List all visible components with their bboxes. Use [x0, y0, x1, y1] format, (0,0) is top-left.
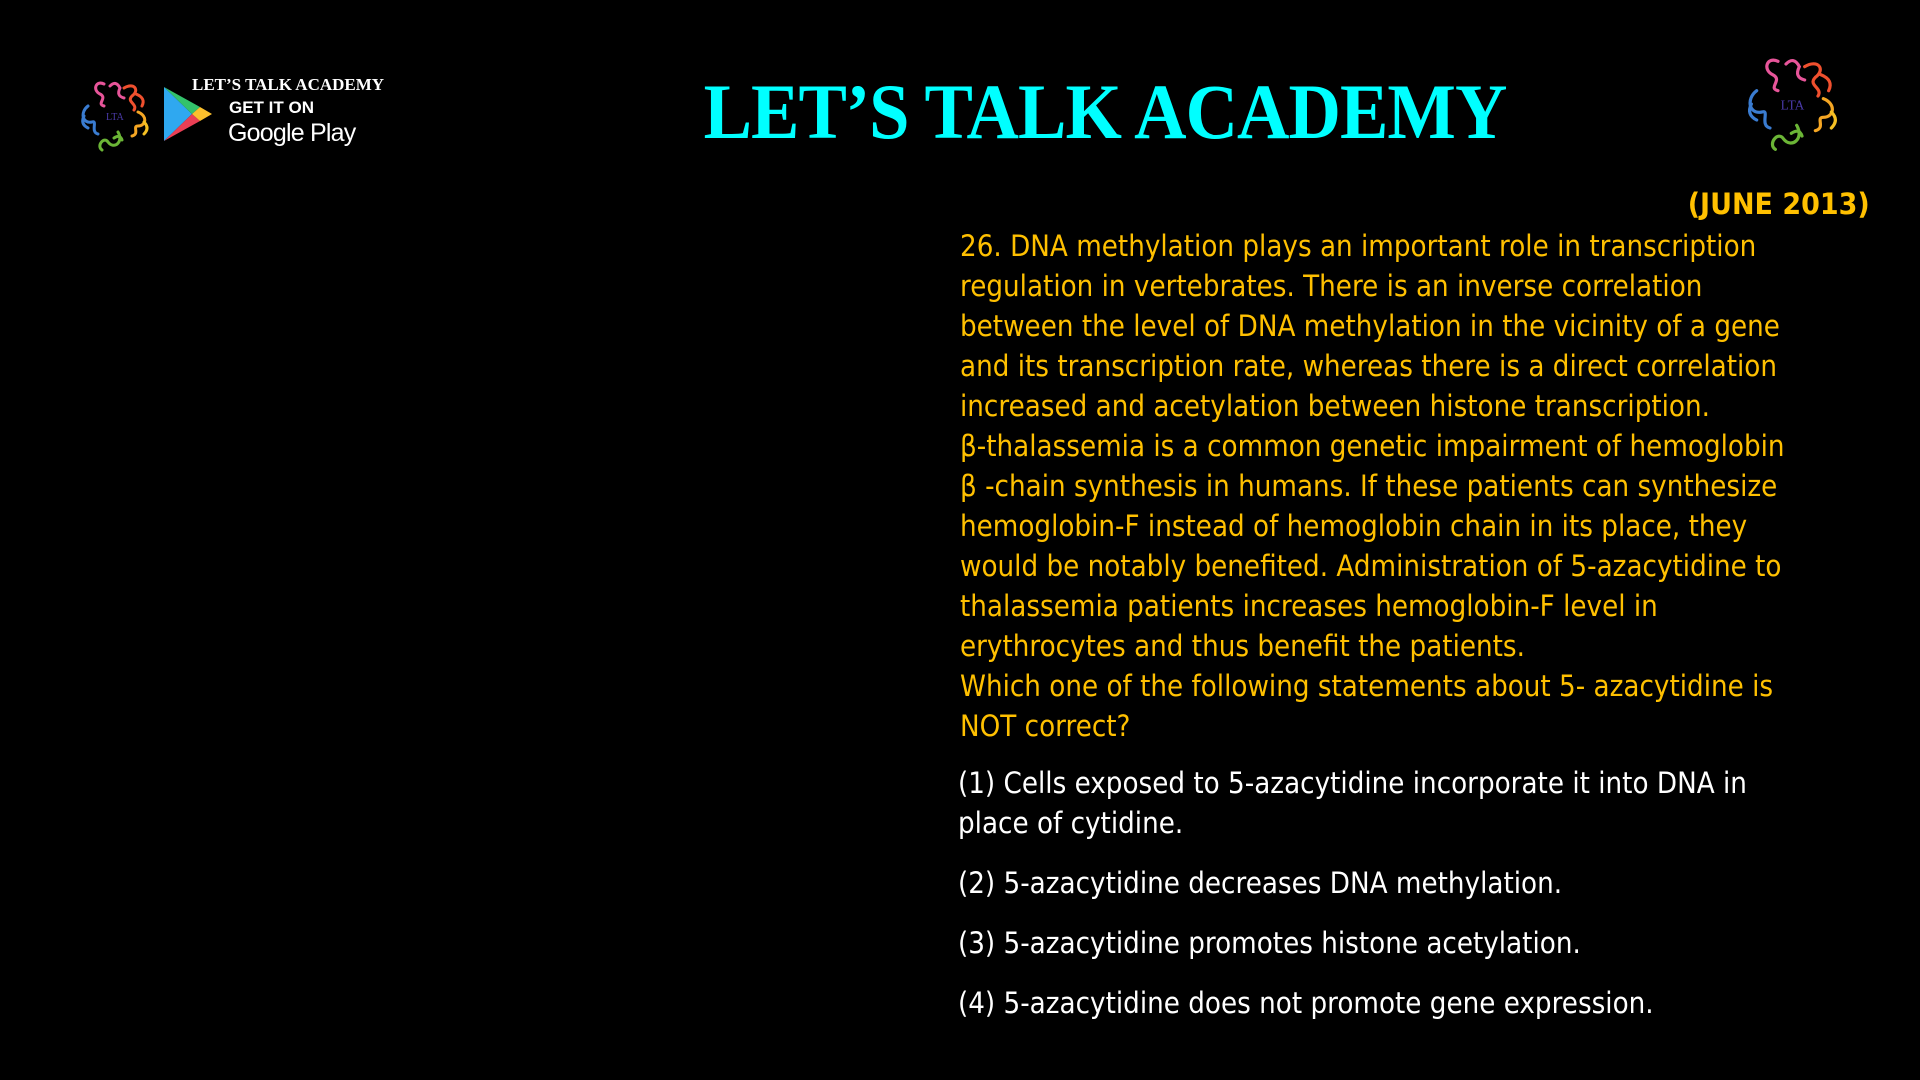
question-line: erythrocytes and thus benefit the patients.	[960, 629, 1525, 663]
svg-text:LTA: LTA	[1780, 97, 1805, 113]
option-4[interactable]	[958, 983, 1898, 1023]
lta-logo-right	[1738, 50, 1850, 158]
question-line: β-thalassemia is a common genetic impairment of hemoglobin	[960, 429, 1785, 463]
question-line: 26. DNA methylation plays an important role in transcription	[960, 229, 1757, 263]
question-line: Which one of the following statements about 5- azacytidine is	[960, 669, 1774, 703]
question-line: would be notably benefited. Administration of 5-azacytidine to	[960, 549, 1782, 583]
question-line: thalassemia patients increases hemoglobin-F level in	[960, 589, 1658, 623]
question-line: β -chain synthesis in humans. If these patients can synthesize	[960, 469, 1778, 503]
option-line: place of cytidine.	[958, 806, 1184, 840]
question-line: increased and acetylation between histone transcription.	[960, 389, 1710, 423]
question-line: and its transcription rate, whereas there is a direct correlation	[960, 349, 1777, 383]
option-line: (3) 5-azacytidine promotes histone acetylation.	[958, 926, 1581, 960]
svg-text:LTA: LTA	[106, 112, 124, 123]
badge-get-it-on[interactable]: GET IT ON	[229, 98, 314, 117]
question-line: NOT correct?	[960, 709, 1131, 743]
badge-brand-text: LET’S TALK ACADEMY	[192, 75, 385, 94]
question-line: regulation in vertebrates. There is an inverse correlation	[960, 269, 1703, 303]
protein-ring-icon	[1738, 50, 1850, 158]
question-text	[960, 226, 1900, 746]
option-line: (4) 5-azacytidine does not promote gene expression.	[958, 986, 1654, 1020]
question-line: hemoglobin-F instead of hemoglobin chain in its place, they	[960, 509, 1748, 543]
option-3[interactable]	[958, 923, 1898, 963]
option-1[interactable]	[958, 763, 1898, 843]
question-line: between the level of DNA methylation in the vicinity of a gene	[960, 309, 1780, 343]
option-line: (1) Cells exposed to 5-azacytidine incorporate it into DNA in	[958, 766, 1747, 800]
option-2[interactable]	[958, 863, 1898, 903]
answer-options	[958, 763, 1898, 1043]
badge-google-play[interactable]: Google Play	[228, 119, 356, 147]
option-line: (2) 5-azacytidine decreases DNA methylation.	[958, 866, 1563, 900]
page-title: LET’S TALK ACADEMY	[703, 68, 1507, 155]
exam-date-label: (JUNE 2013)	[1687, 187, 1870, 221]
